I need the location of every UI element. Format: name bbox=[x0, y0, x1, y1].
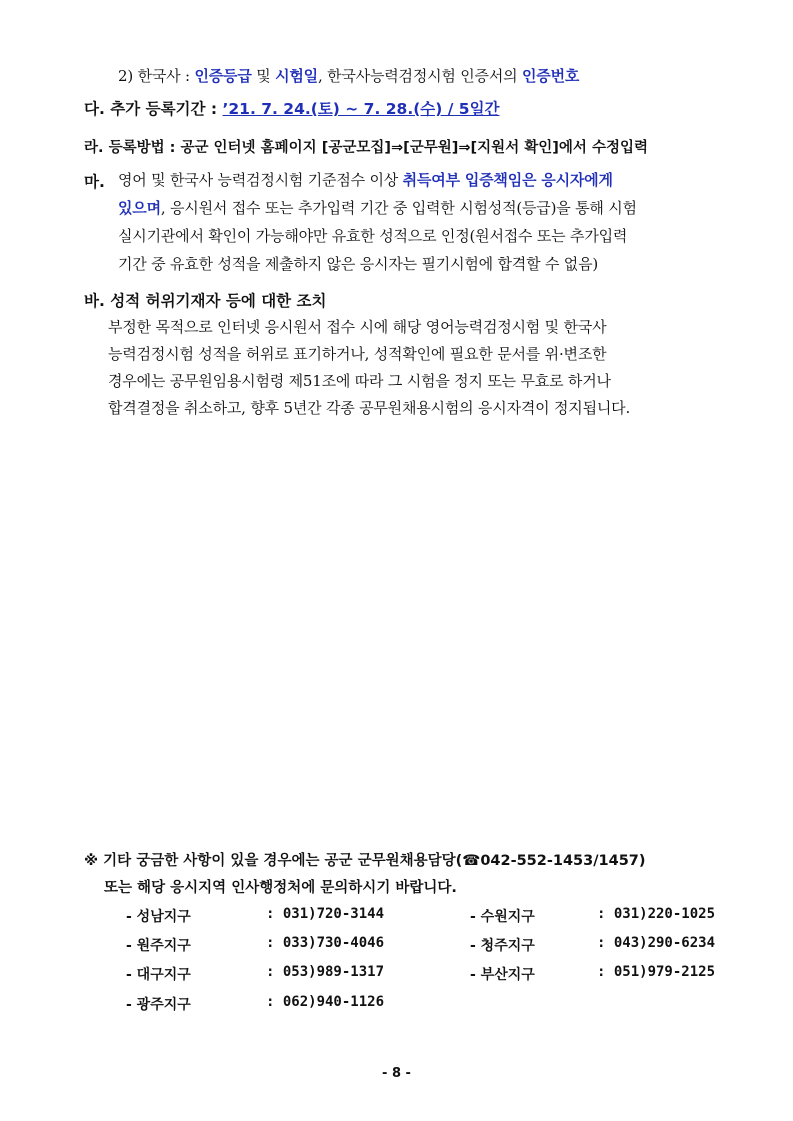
section-ba-line-1: 부정한 목적으로 인터넷 응시원서 접수 시에 해당 영어능력검정시험 및 한국사 bbox=[108, 318, 607, 336]
contact-name: - 수원지구 bbox=[470, 909, 535, 925]
item-number: 2) bbox=[118, 67, 133, 85]
contact-name: - 광주지구 bbox=[126, 997, 191, 1013]
section-ma-line-3: 실시기관에서 확인이 가능해야만 유효한 성적으로 인정(원서접수 또는 추가입력 bbox=[118, 227, 628, 245]
contact-phone: : 051)979-2125 bbox=[597, 964, 716, 980]
hanguksa-text: , 한국사능력검정시험 인증서의 bbox=[317, 67, 522, 85]
contact-name: - 청주지구 bbox=[470, 938, 535, 954]
section-ma-line-1 bbox=[118, 170, 613, 190]
hanguksa-text: 한국사 : bbox=[137, 67, 195, 85]
hanguksa-text: 및 bbox=[251, 67, 276, 85]
section-ra: 라. 등록방법 : 공군 인터넷 홈페이지 [공군모집]⇒[군무원]⇒[지원서 확인]에서 수정입력 bbox=[84, 140, 648, 156]
contact-phone: : 053)989-1317 bbox=[266, 964, 385, 980]
burden-of-proof-text: 취득여부 입증책임은 응시자에게 bbox=[402, 171, 613, 189]
notice-text: 기타 궁금한 사항이 있을 경우에는 공군 군무원채용담당( bbox=[103, 853, 463, 869]
section-ba-title: 바. 성적 허위기재자 등에 대한 조치 bbox=[84, 292, 327, 310]
notice-phone: 042-552-1453/1457) bbox=[480, 853, 646, 869]
contact-name: - 대구지구 bbox=[126, 967, 191, 983]
reference-mark: ※ bbox=[84, 853, 99, 869]
section-ma-label: 마. bbox=[84, 173, 105, 191]
section-ba-line-2: 능력검정시험 성적을 허위로 표기하거나, 성적확인에 필요한 문서를 위·변조한 bbox=[108, 345, 607, 363]
section-da-label: 다. 추가 등록기간 : bbox=[84, 100, 223, 118]
contact-name: - 성남지구 bbox=[126, 909, 191, 925]
section-ma-line-2 bbox=[118, 198, 637, 218]
burden-of-proof-text-2: 있으며 bbox=[118, 199, 161, 217]
section-ba-line-3: 경우에는 공무원임용시험령 제51조에 따라 그 시험을 정지 또는 무효로 하거나 bbox=[108, 372, 611, 390]
contact-phone: : 062)940-1126 bbox=[266, 994, 385, 1010]
contact-name: - 원주지구 bbox=[126, 938, 191, 954]
section-da-period: ’21. 7. 24.(토) ~ 7. 28.(수) / 5일간 bbox=[222, 100, 500, 118]
contact-phone: : 033)730-4046 bbox=[266, 935, 385, 951]
section-ma-text: , 응시원서 접수 또는 추가입력 기간 중 입력한 시험성적(등급)을 통해 시험 bbox=[160, 199, 637, 217]
hanguksa-line bbox=[118, 66, 579, 86]
contact-phone: : 043)290-6234 bbox=[597, 935, 716, 951]
phone-icon: ☎ bbox=[462, 853, 481, 869]
contact-phone: : 031)720-3144 bbox=[266, 906, 385, 922]
notice-line-1 bbox=[84, 849, 646, 870]
cert-number-text: 인증번호 bbox=[521, 67, 580, 85]
page-number: - 8 - bbox=[382, 1066, 411, 1081]
contact-name: - 부산지구 bbox=[470, 967, 535, 983]
exam-date-text: 시험일 bbox=[275, 67, 318, 85]
section-ma-line-4: 기간 중 유효한 성적을 제출하지 않은 응시자는 필기시험에 합격할 수 없음) bbox=[118, 255, 599, 273]
section-ma-text: 영어 및 한국사 능력검정시험 기준점수 이상 bbox=[118, 171, 403, 189]
section-ba-line-4: 합격결정을 취소하고, 향후 5년간 각종 공무원채용시험의 응시자격이 정지됩니다. bbox=[108, 399, 631, 417]
contact-phone: : 031)220-1025 bbox=[597, 906, 716, 922]
notice-line-2: 또는 해당 응시지역 인사행정처에 문의하시기 바랍니다. bbox=[104, 880, 457, 896]
section-da bbox=[84, 97, 500, 119]
cert-grade-text: 인증등급 bbox=[194, 67, 252, 85]
